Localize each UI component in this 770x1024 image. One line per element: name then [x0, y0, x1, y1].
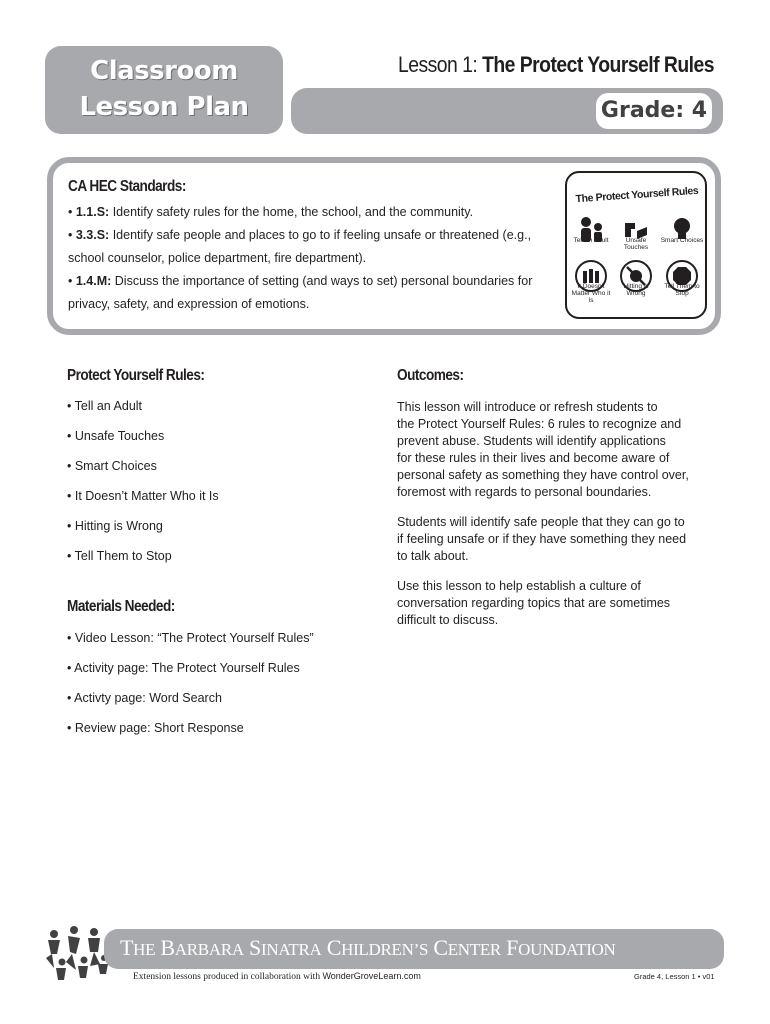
poster-label: Hitting is Wrong: [623, 283, 649, 297]
lesson-plan-title: [45, 46, 283, 134]
list-item: • Video Lesson: “The Protect Yourself Rules”: [67, 631, 314, 645]
list-item: • Review page: Short Response: [67, 721, 244, 735]
list-item: • It Doesn’t Matter Who it Is: [67, 489, 219, 503]
poster-label: Unsafe Touches: [623, 237, 649, 251]
standard-item: • 1.1.S: Identify safety rules for the home, the school, and the community.: [68, 205, 474, 219]
list-item: • Activty page: Word Search: [67, 691, 222, 705]
lesson-heading: [385, 52, 714, 78]
standard-item: • 1.4.M: Discuss the importance of setting (and ways to set) personal boundaries for: [68, 274, 533, 288]
title-line-2: Lesson Plan: [79, 92, 249, 122]
outcomes-paragraph: This lesson will introduce or refresh students to the Protect Yourself Rules: 6 rules to recognize and prevent abuse. Students will identify applications for these rules in their lives and become aware of personal safety as something they have control over, foremost with regards to personal boundaries.: [397, 400, 689, 499]
list-item: • Unsafe Touches: [67, 429, 165, 443]
materials-heading: Materials Needed:: [67, 598, 175, 615]
list-item: • Tell an Adult: [67, 399, 143, 413]
outcomes-paragraph: Students will identify safe people that they can go to if feeling unsafe or if they have something they need to talk about.: [397, 515, 687, 563]
list-item: • Tell Them to Stop: [67, 549, 172, 563]
poster-label: Smart Choices: [660, 237, 704, 244]
standards-heading: CA HEC Standards:: [68, 178, 186, 195]
outcomes-paragraph: Use this lesson to help establish a culture of conversation regarding topics that are sometimes difficult to discuss.: [397, 579, 671, 627]
title-line-1: Classroom: [90, 56, 238, 86]
list-item: • Hitting is Wrong: [67, 519, 163, 533]
standard-item-continued: school counselor, police department, fire department).: [68, 251, 367, 265]
footer-site-link[interactable]: WonderGroveLearn.com: [322, 971, 421, 981]
lesson-title: The Protect Yourself Rules: [482, 52, 714, 77]
poster-label: It Doesn't Matter Who it Is: [571, 283, 611, 304]
outcomes-heading: Outcomes:: [397, 367, 464, 384]
standard-item: • 3.3.S: Identify safe people and places to go to if feeling unsafe or threatened (e.g.,: [68, 228, 532, 242]
lesson-prefix: Lesson 1:: [398, 52, 478, 77]
footer-code: Grade 4, Lesson 1 • v01: [634, 972, 715, 981]
list-item: • Smart Choices: [67, 459, 157, 473]
rules-heading: Protect Yourself Rules:: [67, 367, 205, 384]
foundation-logo: [40, 922, 112, 984]
footer-credit: Extension lessons produced in collaboration with WonderGroveLearn.com: [133, 971, 421, 982]
protect-yourself-rules-poster: [565, 171, 707, 319]
poster-label: Tell Them to Stop: [664, 283, 700, 297]
standard-item-continued: privacy, safety, and expression of emotions.: [68, 297, 310, 311]
poster-label: Tell an Adult: [573, 237, 609, 244]
poster-title: The Protect Yourself Rules: [575, 184, 699, 206]
grade-badge: Grade: 4: [596, 93, 712, 129]
foundation-name: THE BARBARA SINATRA CHILDREN’S CENTER FOUNDATION: [120, 935, 616, 960]
list-item: • Activity page: The Protect Yourself Rules: [67, 661, 300, 675]
